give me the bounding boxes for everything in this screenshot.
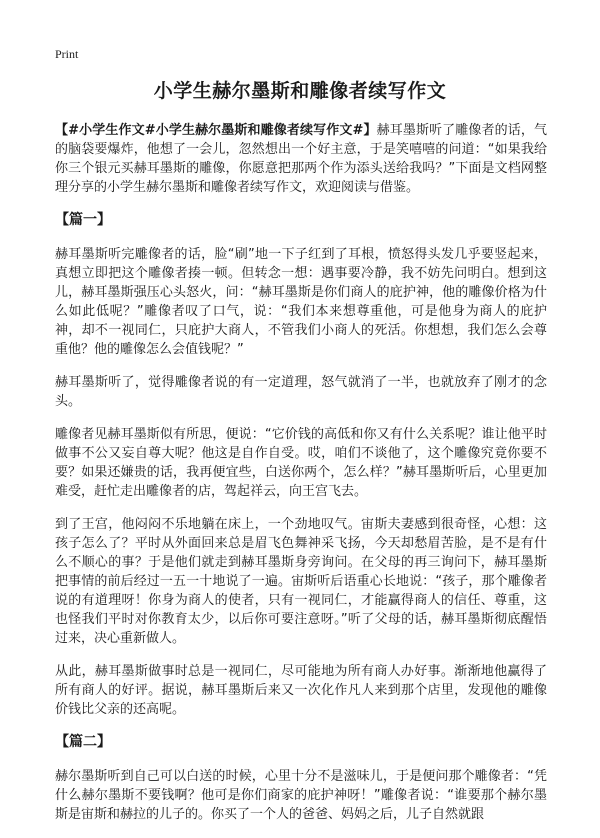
article-body: [55, 121, 547, 838]
intro-tags: 【#小学生作文#小学生赫尔墨斯和雕像者续写作文#】: [55, 123, 377, 138]
section-heading-1: 【篇一】: [55, 212, 111, 228]
paragraph: 赫耳墨斯听了，觉得雕像者说的有一定道理，怒气就消了一半，也就放弃了刚才的念头。: [55, 375, 547, 409]
intro-text: 赫耳墨斯听了雕像者的话，气的脑袋要爆炸，他想了一会儿，忽然想出一个好主意，于是笑嘻嘻的问道：“如果我给你三个银元买赫耳墨斯的雕像，你愿意把那两个作为添头送给我吗？”下面是文档网整理分享的小学生赫尔墨斯和雕像者续写作文，欢迎阅读与借鉴。: [55, 123, 547, 195]
paragraph: 从此，赫耳墨斯做事时总是一视同仁，尽可能地为所有商人办好事。渐渐地他赢得了所有商人的好评。据说，赫耳墨斯后来又一次化作凡人来到那个店里，发现他的雕像价钱比父亲的还高呢。: [55, 664, 547, 717]
section-heading-2: 【篇二】: [55, 734, 111, 750]
paragraph: 雕像者见赫耳墨斯似有所思，便说：“它价钱的高低和你又有什么关系呢？谁让他平时做事不公又妄自尊大呢？他这是自作自受。哎，咱们不谈他了，这个雕像究竟你要不要？如果还嫌贵的话，我再便宜些，白送你两个，怎么样？”赫耳墨斯听后，心里更加难受，赶忙走出雕像者的店，驾起祥云，向王宫飞去。: [55, 427, 547, 499]
paragraph: 到了王宫，他闷闷不乐地躺在床上，一个劲地叹气。宙斯夫妻感到很奇怪，心想：这孩子怎么了？平时从外面回来总是眉飞色舞神采飞扬，今天却愁眉苦脸，是不是有什么不顺心的事？于是他们就走到赫耳墨斯身旁询问。在父母的再三询问下，赫耳墨斯把事情的前后经过一五一十地说了一遍。宙斯听后语重心长地说：“孩子，那个雕像者说的有道理呀！你身为商人的使者，只有一视同仁，才能赢得商人的信任、尊重，这也怪我们平时对你教育太少，以后你可要注意呀。”听了父母的话，赫耳墨斯彻底醒悟过来，决心重新做人。: [55, 517, 547, 646]
print-link[interactable]: Print: [55, 47, 79, 61]
intro-paragraph: [55, 121, 547, 197]
paragraph: 赫耳墨斯听完雕像者的话，脸“刷”地一下子红到了耳根，愤怒得头发几乎要竖起来，真想立即把这个雕像者揍一顿。但转念一想：遇事要冷静，我不妨先问明白。想到这儿，赫耳墨斯强压心头怒火，问：“赫耳墨斯是你们商人的庇护神，他的雕像价格为什么如此低呢？”雕像者叹了口气，说：“我们本来想尊重他，可是他身为商人的庇护神，却不一视同仁，只庇护大商人，不管我们小商人的死活。你想想，我们怎么会尊重他？他的雕像怎么会值钱呢？”: [55, 247, 547, 357]
document-title: 小学生赫尔墨斯和雕像者续写作文: [153, 80, 447, 102]
paragraph: 赫尔墨斯听到自己可以白送的时候，心里十分不是滋味儿，于是便问那个雕像者：“凭什么赫尔墨斯不要钱啊？他可是你们商家的庇护神呀！”雕像者说：“谁要那个赫尔墨斯是宙斯和赫拉的儿子的。你买了一个人的爸爸、妈妈之后，儿子自然就跟: [55, 769, 547, 822]
